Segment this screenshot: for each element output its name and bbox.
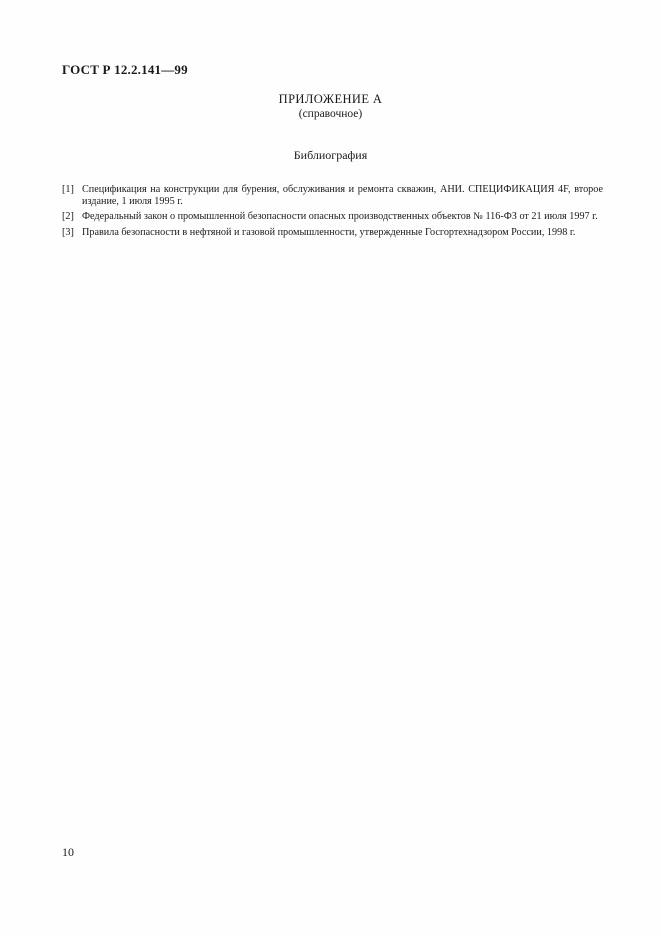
- appendix-subtitle: (справочное): [298, 108, 363, 120]
- bibliography-item-text: Правила безопасности в нефтяной и газовой промышленности, утвержденные Госгортехнадзором России, 1998 г.: [82, 226, 576, 238]
- bibliography-item-number: [2]: [62, 211, 74, 222]
- bibliography-item-number: [1]: [62, 184, 74, 195]
- bibliography-item: [62, 211, 603, 223]
- bibliography-item-text: Федеральный закон о промышленной безопасности опасных производственных объектов № 116-ФЗ от 21 июля 1997 г.: [82, 211, 598, 222]
- bibliography-item: [62, 227, 603, 239]
- bibliography-item-number: [3]: [62, 226, 74, 238]
- bibliography-title: Библиография: [293, 148, 368, 162]
- document-id: ГОСТ Р 12.2.141—99: [62, 62, 188, 77]
- bibliography-item: [62, 184, 603, 207]
- bibliography-item-text: Спецификация на конструкции для бурения, обслуживания и ремонта скважин, АНИ. СПЕЦИФИКАЦИЯ 4F, второе издание, 1 июля 1995 г.: [82, 184, 603, 207]
- page-number: 10: [62, 845, 74, 859]
- appendix-title: ПРИЛОЖЕНИЕ А: [278, 92, 383, 106]
- appendix-heading: [0, 92, 661, 122]
- bibliography-list: [62, 184, 603, 242]
